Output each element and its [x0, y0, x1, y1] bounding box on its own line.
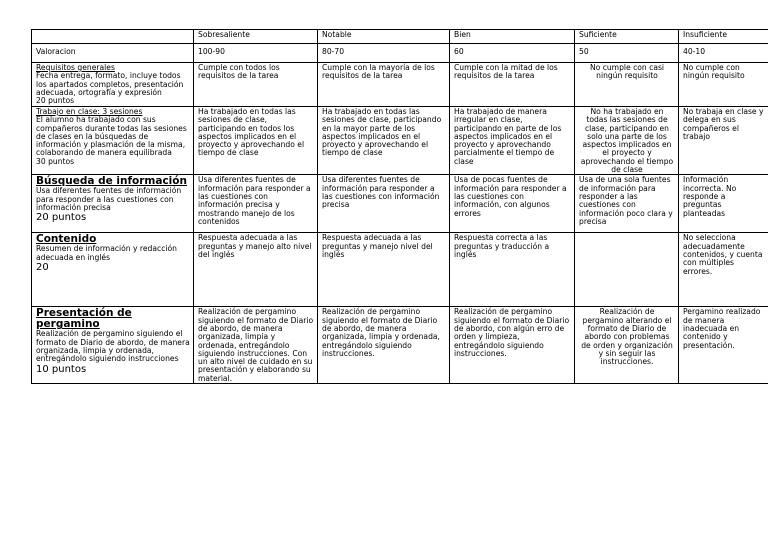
header-cell-empty	[32, 30, 194, 44]
valoracion-sobresaliente: 100-90	[194, 44, 318, 63]
criterion-title: Contenido	[36, 233, 97, 246]
criterion-points: 20 puntos	[36, 96, 75, 106]
level-cell: Cumple con la mitad de los requisitos de la tarea	[450, 63, 575, 107]
criterion-row-requisitos	[32, 63, 768, 107]
rubric-table	[31, 29, 768, 384]
criterion-description: Usa diferentes fuentes de información para responder a las cuestiones con información precisa	[36, 186, 182, 212]
level-cell: Información incorrecta. No responde a preguntas planteadas	[679, 175, 768, 233]
header-suficiente: Suficiente	[575, 30, 679, 44]
criterion-row-contenido	[32, 233, 768, 307]
criterion-cell	[32, 63, 194, 107]
header-insuficiente: Insuficiente	[679, 30, 768, 44]
level-cell: Respuesta adecuada a las preguntas y manejo nivel del inglés	[318, 233, 450, 307]
level-cell: Respuesta correcta a las preguntas y traducción a inglés	[450, 233, 575, 307]
header-notable: Notable	[318, 30, 450, 44]
criterion-description: El alumno ha trabajado con sus compañeros durante todas las sesiones de clases en la búsquedas de información y plasmación de la misma, colaborando de manera equilibrada	[36, 115, 187, 158]
level-cell: No selecciona adecuadamente contenidos, y cuenta con múltiples errores.	[679, 233, 768, 307]
valoracion-row	[32, 44, 768, 63]
criterion-title: Trabajo en clase: 3 sesiones	[36, 107, 143, 116]
level-cell: No ha trabajado en todas las sesiones de clase, participando en solo una parte de los aspectos implicados en el proyecto y aprovechando el tiempo de clase	[575, 107, 679, 175]
level-cell: No cumple con casi ningún requisito	[575, 63, 679, 107]
level-cell: Ha trabajado en todas las sesiones de clase, participando en la mayor parte de los aspectos implicados en el proyecto y aprovechando el tiempo de clase	[318, 107, 450, 175]
level-cell: Realización de pergamino siguiendo el formato de Diario de abordo, con algún erro de orden y limpieza, entregándolo siguiendo instrucciones.	[450, 307, 575, 384]
level-cell: Cumple con todos los requisitos de la tarea	[194, 63, 318, 107]
level-cell: Usa diferentes fuentes de información para responder a las cuestiones con información precisa	[318, 175, 450, 233]
valoracion-notable: 80-70	[318, 44, 450, 63]
valoracion-label: Valoracion	[32, 44, 194, 63]
criterion-description: Resumen de información y redacción adecuada en inglés	[36, 244, 177, 262]
criterion-row-busqueda	[32, 175, 768, 233]
criterion-row-presentacion	[32, 307, 768, 384]
level-cell: Usa de una sola fuentes de información para responder a las cuestiones con información poco clara y precisa	[575, 175, 679, 233]
level-cell: Realización de pergamino alterando el formato de Diario de abordo con problemas de orden y organización y sin seguir las instrucciones.	[575, 307, 679, 384]
level-cell: Usa de pocas fuentes de información para responder a las cuestiones con información, con algunos errores	[450, 175, 575, 233]
valoracion-suficiente: 50	[575, 44, 679, 63]
level-cell: Ha trabajado en todas las sesiones de clase, participando en todos los aspectos implicados en el proyecto y aprovechando el tiempo de clase	[194, 107, 318, 175]
criterion-points: 10 puntos	[36, 363, 87, 375]
header-sobresaliente: Sobresaliente	[194, 30, 318, 44]
criterion-row-trabajo	[32, 107, 768, 175]
criterion-points: 20 puntos	[36, 212, 87, 224]
header-bien: Bien	[450, 30, 575, 44]
level-cell: Usa diferentes fuentes de información para responder a las cuestiones con información precisa y mostrando manejo de los contenidos	[194, 175, 318, 233]
level-cell	[575, 233, 679, 307]
criterion-title: Requisitos generales	[36, 63, 115, 72]
level-cell: Cumple con la mayoría de los requisitos de la tarea	[318, 63, 450, 107]
criterion-title: Presentación de pergamino	[36, 307, 132, 331]
criterion-description: Realización de pergamino siguiendo el formato de Diario de abordo, de manera organizada, limpia y ordenada, entregándolo siguiendo instrucciones	[36, 329, 190, 364]
criterion-title: Búsqueda de información	[36, 175, 187, 188]
level-cell: Pergamino realizado de manera inadecuada en contenido y presentación.	[679, 307, 768, 384]
criterion-cell	[32, 107, 194, 175]
level-cell: Respuesta adecuada a las preguntas y manejo alto nivel del inglés	[194, 233, 318, 307]
criterion-points: 30 puntos	[36, 156, 75, 166]
criterion-cell	[32, 307, 194, 384]
level-cell: No cumple con ningún requisito	[679, 63, 768, 107]
level-cell: Realización de pergamino siguiendo el formato de Diario de abordo, de manera organizada, limpia y ordenada, entregándolo siguiendo instrucciones. Con un alto nivel de cuidado en su presentación y elaborando su material.	[194, 307, 318, 384]
valoracion-insuficiente: 40-10	[679, 44, 768, 63]
criterion-description: Fecha entrega, formato, incluye todos los apartados completos, presentación adecuada, ortografía y expresión	[36, 71, 184, 97]
criterion-points: 20	[36, 261, 49, 273]
valoracion-bien: 60	[450, 44, 575, 63]
criterion-cell	[32, 233, 194, 307]
header-row	[32, 30, 768, 44]
level-cell: Ha trabajado de manera irregular en clase, participando en parte de los aspectos implicados en el proyecto y aprovechando parcialmente el tiempo de clase	[450, 107, 575, 175]
level-cell: Realización de pergamino siguiendo el formato de Diario de abordo, de manera organizada, limpia y ordenada, entregándolo siguiendo instrucciones.	[318, 307, 450, 384]
level-cell: No trabaja en clase y delega en sus compañeros el trabajo	[679, 107, 768, 175]
criterion-cell	[32, 175, 194, 233]
